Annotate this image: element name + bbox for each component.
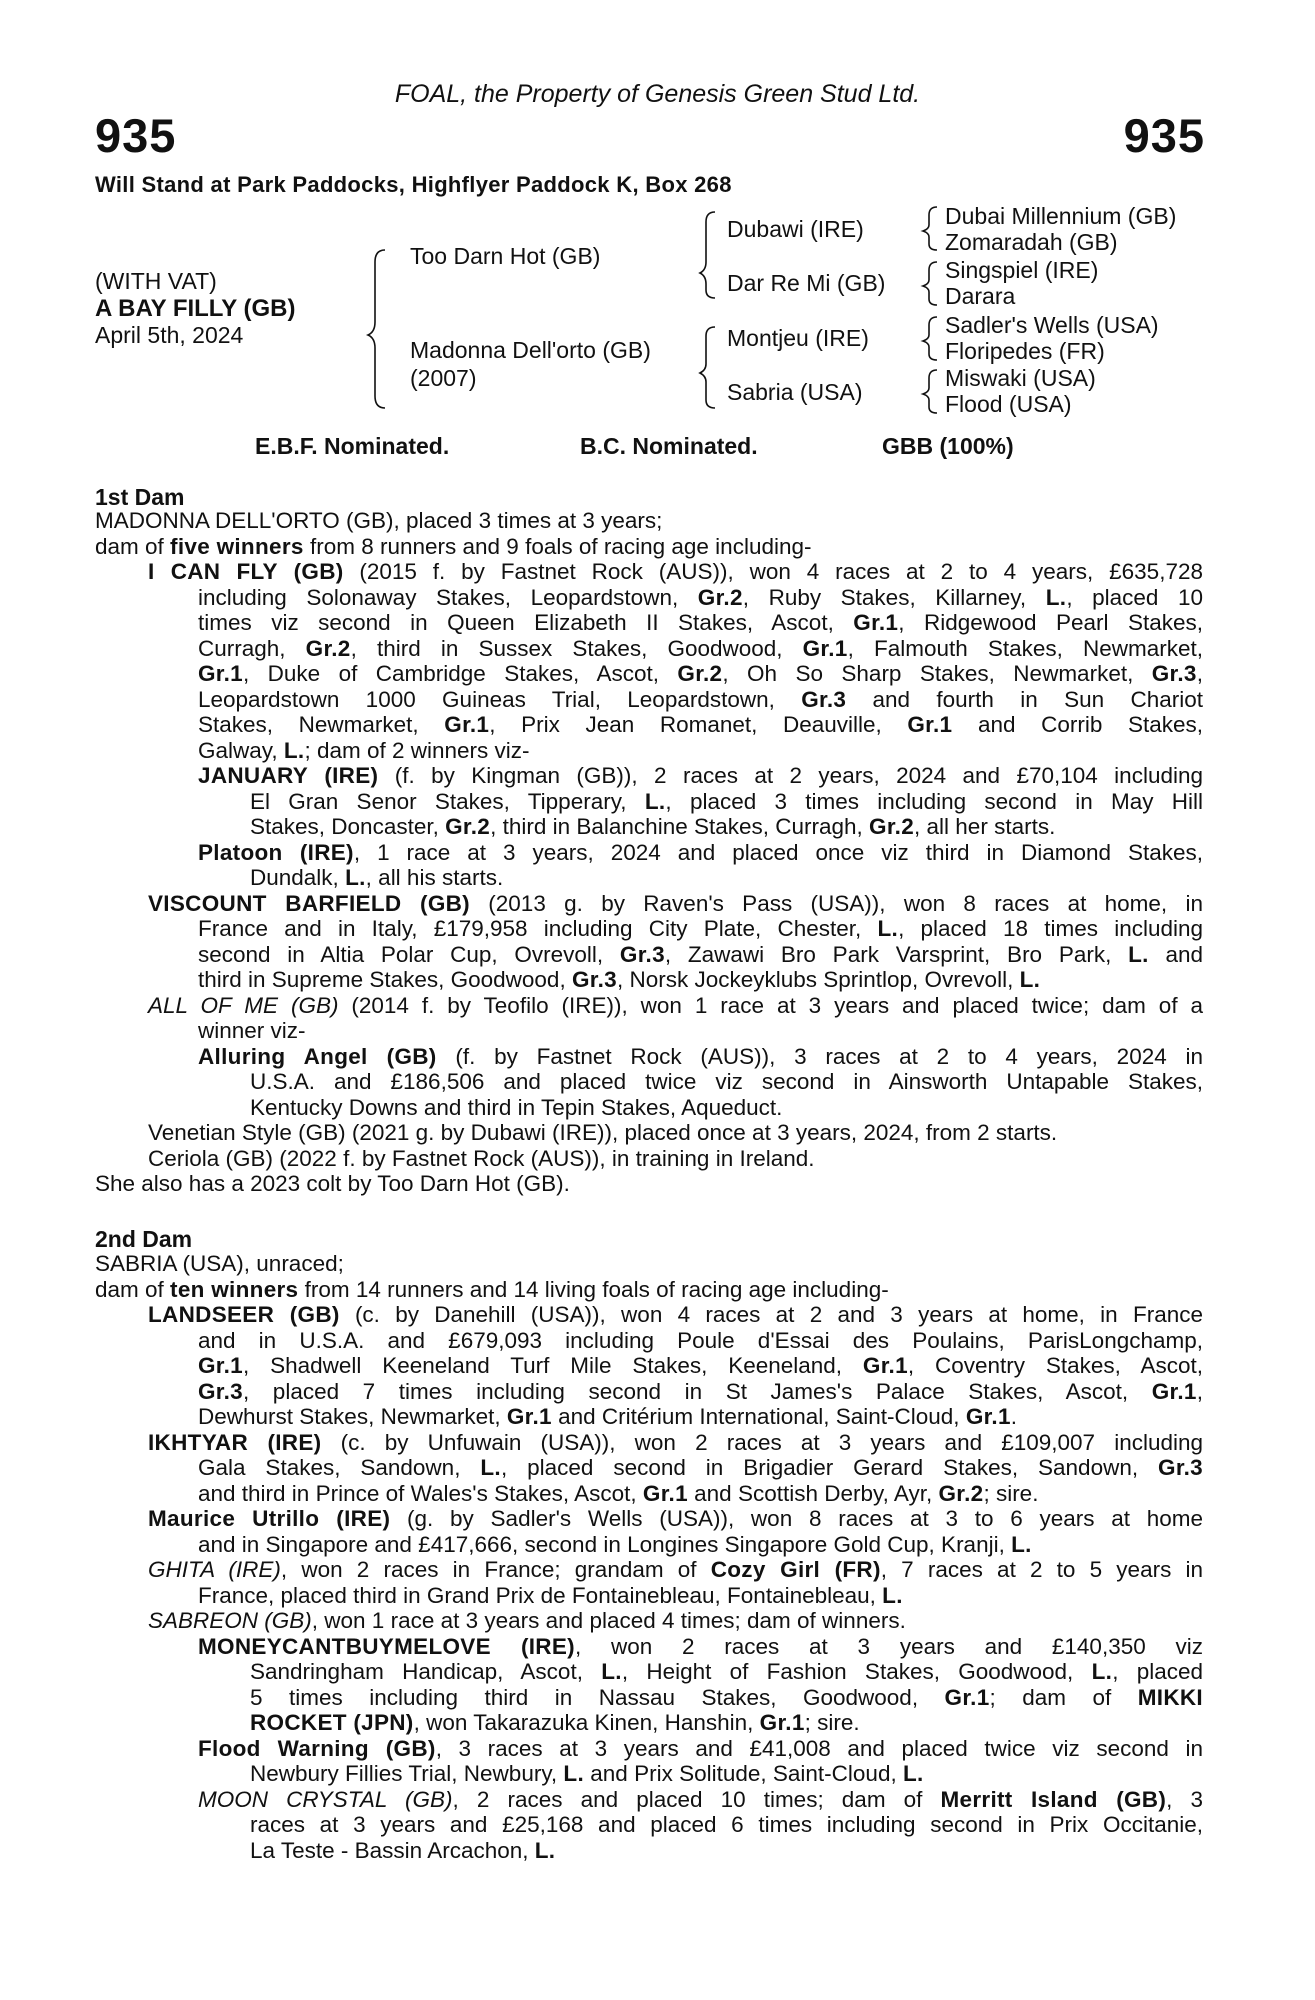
vat-note: (WITH VAT)	[95, 268, 217, 294]
sire-dam: Dar Re Mi (GB)	[727, 270, 886, 296]
dam: Madonna Dell'orto (GB)	[410, 337, 651, 363]
second-dam-line: and in Singapore and £417,666, second in Longines Singapore Gold Cup, Kranji, L.	[198, 1531, 1032, 1557]
second-dam-line: ROCKET (JPN), won Takarazuka Kinen, Hanshin, Gr.1; sire.	[250, 1710, 860, 1735]
lot-number-right: 935	[1123, 109, 1205, 162]
first-dam-line: France and in Italy, £179,958 including City Plate, Chester, L., placed 18 times including	[198, 916, 1204, 941]
stand-location: Will Stand at Park Paddocks, Highflyer Paddock K, Box 268	[95, 172, 732, 197]
second-dam-line: and third in Prince of Wales's Stakes, Ascot, Gr.1 and Scottish Derby, Ayr, Gr.2; sire.	[198, 1480, 1039, 1506]
second-dam-line: races at 3 years and £25,168 and placed 6 times including second in Prix Occitanie,	[250, 1812, 1203, 1837]
first-dam-heading: 1st Dam	[95, 484, 185, 510]
first-dam-line: dam of five winners from 8 runners and 9 foals of racing age including-	[95, 533, 812, 559]
second-dam-line: Maurice Utrillo (IRE) (g. by Sadler's Wells (USA)), won 8 races at 3 to 6 years at home	[148, 1506, 1204, 1531]
bc-nominated: B.C. Nominated.	[580, 433, 758, 459]
horse-name: A BAY FILLY (GB)	[95, 295, 296, 322]
second-dam-line: Sandringham Handicap, Ascot, L., Height of Fashion Stakes, Goodwood, L., placed	[250, 1659, 1203, 1684]
first-dam-line: times viz second in Queen Elizabeth II Stakes, Ascot, Gr.1, Ridgewood Pearl Stakes,	[198, 610, 1203, 635]
first-dam-line: Gr.1, Duke of Cambridge Stakes, Ascot, Gr.2, Oh So Sharp Stakes, Newmarket, Gr.3,	[198, 661, 1203, 686]
first-dam-line: winner viz-	[198, 1018, 306, 1043]
second-dam-line: Newbury Fillies Trial, Newbury, L. and Prix Solitude, Saint-Cloud, L.	[250, 1761, 924, 1786]
first-dam-line: Leopardstown 1000 Guineas Trial, Leopardstown, Gr.3 and fourth in Sun Chariot	[198, 686, 1203, 712]
ggp-5: Sadler's Wells (USA)	[945, 312, 1159, 338]
first-dam-line: MADONNA DELL'ORTO (GB), placed 3 times at 3 years;	[95, 508, 663, 533]
first-dam-line: third in Supreme Stakes, Goodwood, Gr.3, Norsk Jockeyklubs Sprintlop, Ovrevoll, L.	[198, 967, 1041, 992]
ggp-2: Zomaradah (GB)	[945, 229, 1118, 255]
second-dam-line: LANDSEER (GB) (c. by Danehill (USA)), won 4 races at 2 and 3 years at home, in France	[148, 1302, 1203, 1327]
second-dam-line: Gr.1, Shadwell Keeneland Turf Mile Stakes, Keeneland, Gr.1, Coventry Stakes, Ascot,	[198, 1353, 1203, 1378]
first-dam-line: Kentucky Downs and third in Tepin Stakes, Aqueduct.	[250, 1094, 783, 1120]
first-dam-line: second in Altia Polar Cup, Ovrevoll, Gr.3, Zawawi Bro Park Varsprint, Bro Park, L. and	[198, 941, 1203, 967]
sire-sire: Dubawi (IRE)	[727, 216, 864, 242]
ggp-8: Flood (USA)	[945, 391, 1072, 417]
second-dam-line: and in U.S.A. and £679,093 including Poule d'Essai des Poulains, ParisLongchamp,	[198, 1327, 1203, 1353]
first-dam-line: Venetian Style (GB) (2021 g. by Dubawi (IRE)), placed once at 3 years, 2024, from 2 starts.	[148, 1120, 1058, 1145]
gbb-rating: GBB (100%)	[882, 433, 1014, 459]
first-dam-line: including Solonaway Stakes, Leopardstown, Gr.2, Ruby Stakes, Killarney, L., placed 10	[198, 584, 1204, 610]
second-dam-line: Gr.3, placed 7 times including second in St James's Palace Stakes, Ascot, Gr.1,	[198, 1378, 1203, 1404]
first-dam-line: Alluring Angel (GB) (f. by Fastnet Rock (AUS)), 3 races at 2 to 4 years, 2024 in	[198, 1043, 1203, 1069]
ggp-3: Singspiel (IRE)	[945, 257, 1099, 283]
first-dam-line: Stakes, Newmarket, Gr.1, Prix Jean Romanet, Deauville, Gr.1 and Corrib Stakes,	[198, 712, 1203, 737]
first-dam-line: She also has a 2023 colt by Too Darn Hot (GB).	[95, 1171, 570, 1196]
foaling-date: April 5th, 2024	[95, 322, 244, 348]
second-dam-line: France, placed third in Grand Prix de Fontainebleau, Fontainebleau, L.	[198, 1582, 903, 1608]
first-dam-line: Curragh, Gr.2, third in Sussex Stakes, Goodwood, Gr.1, Falmouth Stakes, Newmarket,	[198, 635, 1203, 661]
first-dam-line: VISCOUNT BARFIELD (GB) (2013 g. by Raven's Pass (USA)), won 8 races at home, in	[148, 890, 1203, 916]
second-dam-line: 5 times including third in Nassau Stakes, Goodwood, Gr.1; dam of MIKKI	[250, 1684, 1203, 1710]
ebf-nominated: E.B.F. Nominated.	[255, 433, 450, 459]
first-dam-line: Galway, L.; dam of 2 winners viz-	[198, 737, 530, 763]
first-dam-line: ALL OF ME (GB) (2014 f. by Teofilo (IRE)), won 1 race at 3 years and placed twice; dam of a	[148, 992, 1203, 1018]
second-dam-line: La Teste - Bassin Arcachon, L.	[250, 1837, 556, 1863]
second-dam-line: GHITA (IRE), won 2 races in France; grandam of Cozy Girl (FR), 7 races at 2 to 5 years in	[148, 1557, 1204, 1582]
ggp-1: Dubai Millennium (GB)	[945, 203, 1177, 229]
second-dam-line: Gala Stakes, Sandown, L., placed second in Brigadier Gerard Stakes, Sandown, Gr.3	[198, 1455, 1203, 1480]
second-dam-line: Flood Warning (GB), 3 races at 3 years and £41,008 and placed twice viz second in	[198, 1735, 1203, 1761]
first-dam-line: Dundalk, L., all his starts.	[250, 865, 504, 890]
second-dam-line: SABRIA (USA), unraced;	[95, 1251, 344, 1276]
first-dam-line: Platoon (IRE), 1 race at 3 years, 2024 and placed once viz third in Diamond Stakes,	[198, 839, 1203, 865]
dam-year: (2007)	[410, 365, 477, 391]
second-dam-line: IKHTYAR (IRE) (c. by Unfuwain (USA)), won 2 races at 3 years and £109,007 including	[148, 1429, 1204, 1455]
second-dam-line: MONEYCANTBUYMELOVE (IRE), won 2 races at 3 years and £140,350 viz	[198, 1633, 1203, 1659]
ggp-6: Floripedes (FR)	[945, 338, 1105, 364]
first-dam-line: U.S.A. and £186,506 and placed twice viz second in Ainsworth Untapable Stakes,	[250, 1069, 1203, 1094]
ggp-7: Miswaki (USA)	[945, 365, 1096, 391]
first-dam-line: Ceriola (GB) (2022 f. by Fastnet Rock (AUS)), in training in Ireland.	[148, 1145, 815, 1171]
dam-sire: Montjeu (IRE)	[727, 325, 869, 351]
first-dam-line: JANUARY (IRE) (f. by Kingman (GB)), 2 races at 2 years, 2024 and £70,104 including	[198, 763, 1203, 788]
ggp-4: Darara	[945, 283, 1016, 309]
second-dam-line: SABREON (GB), won 1 race at 3 years and placed 4 times; dam of winners.	[148, 1608, 906, 1633]
first-dam-line: I CAN FLY (GB) (2015 f. by Fastnet Rock (AUS)), won 4 races at 2 to 4 years, £635,728	[148, 559, 1203, 584]
first-dam-line: El Gran Senor Stakes, Tipperary, L., placed 3 times including second in May Hill	[250, 788, 1204, 814]
owner-line: FOAL, the Property of Genesis Green Stud Ltd.	[394, 80, 921, 108]
second-dam-line: MOON CRYSTAL (GB), 2 races and placed 10 times; dam of Merritt Island (GB), 3	[198, 1786, 1203, 1812]
lot-number-left: 935	[95, 109, 177, 162]
dam-dam: Sabria (USA)	[727, 379, 863, 405]
second-dam-line: Dewhurst Stakes, Newmarket, Gr.1 and Critérium International, Saint-Cloud, Gr.1.	[198, 1404, 1018, 1429]
first-dam-line: Stakes, Doncaster, Gr.2, third in Balanchine Stakes, Curragh, Gr.2, all her starts.	[250, 814, 1056, 839]
second-dam-heading: 2nd Dam	[95, 1226, 193, 1252]
second-dam-line: dam of ten winners from 14 runners and 14 living foals of racing age including-	[95, 1276, 889, 1302]
sire: Too Darn Hot (GB)	[410, 243, 601, 269]
